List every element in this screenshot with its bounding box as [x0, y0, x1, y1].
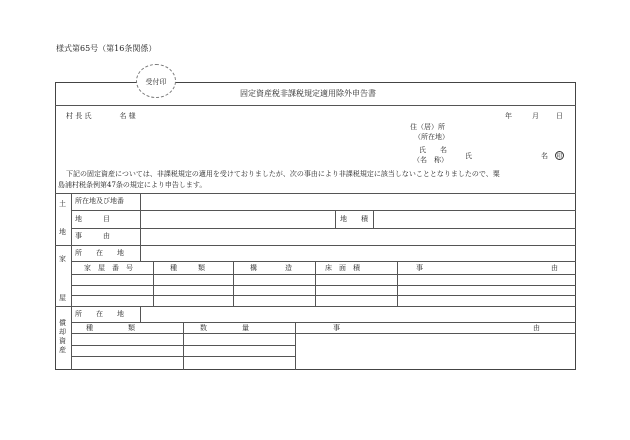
form-number: 様式第65号（第16条関係）: [56, 44, 157, 53]
land-bottom-line: [55, 245, 576, 246]
house-row-line-3: [71, 285, 576, 286]
land-area-left-line: [335, 210, 336, 228]
address-sublabel: （所在地）: [414, 133, 449, 141]
house-col-reason-end: 由: [551, 264, 558, 272]
name-suffix-shi: 氏: [465, 152, 472, 160]
addressee: 村 長 氏 名 様: [66, 112, 136, 120]
name-sublabel: （名 称）: [413, 156, 448, 164]
asset-col-quantity: 数 量: [200, 324, 249, 332]
land-reason-label: 事 由: [75, 232, 110, 240]
date-day: 日: [556, 112, 563, 120]
house-col-type: 種 類: [170, 264, 205, 272]
land-label-column-line: [140, 193, 141, 245]
asset-label-column-line: [140, 306, 141, 322]
house-row-line-2: [71, 274, 576, 275]
asset-row-line-1: [71, 322, 576, 323]
land-section-char-2: 地: [59, 228, 66, 236]
house-row-line-1: [71, 261, 576, 262]
house-col-line-2: [233, 261, 234, 306]
land-category-label: 地 目: [75, 215, 110, 223]
date-month: 月: [532, 112, 539, 120]
receipt-stamp-label: 受付印: [145, 78, 167, 86]
section-label-column-line: [71, 193, 72, 370]
asset-section-char-2: 却: [59, 328, 66, 336]
asset-section-char-3: 資: [59, 337, 66, 345]
land-row-line-1: [71, 210, 576, 211]
asset-col-line-1: [183, 322, 184, 370]
declaration-line1: 下記の固定資産については、非課税規定の適用を受けておりましたが、次の事由により非課税規定に該当しないこととなりましたので、粟: [66, 170, 500, 178]
land-area-right-line: [373, 210, 374, 228]
house-location-label: 所 在 地: [75, 249, 124, 257]
house-col-floor-area: 床 面 積: [325, 264, 360, 272]
house-col-structure: 構 造: [250, 264, 292, 272]
house-col-number: 家 屋 番 号: [84, 264, 133, 272]
land-location-label: 所在地及び地番: [75, 197, 124, 205]
asset-col-type: 種 類: [86, 324, 135, 332]
table-top-line: [55, 193, 576, 194]
address-label: 住（居）所: [410, 123, 445, 131]
receipt-stamp-circle: [136, 64, 176, 98]
declaration-line2: 島浦村税条例第47条の規定により申告します。: [58, 181, 207, 189]
house-label-column-line: [140, 245, 141, 261]
house-row-line-4: [71, 295, 576, 296]
land-row-line-2: [71, 228, 576, 229]
house-bottom-line: [55, 306, 576, 307]
asset-location-label: 所 在 地: [75, 310, 124, 318]
seal-mark: 印: [556, 153, 563, 160]
asset-col-reason-end: 由: [533, 324, 540, 332]
land-section-char-1: 土: [59, 200, 66, 208]
asset-section-char-1: 償: [59, 319, 66, 327]
asset-row-line-2: [71, 333, 576, 334]
house-col-line-4: [397, 261, 398, 306]
date-year: 年: [505, 112, 512, 120]
form-title: 固定資産税非課税規定適用除外申告書: [240, 89, 376, 98]
house-col-line-3: [315, 261, 316, 306]
house-section-char-2: 屋: [59, 294, 66, 302]
house-col-reason-start: 事: [416, 264, 423, 272]
land-area-label: 地 積: [340, 215, 368, 223]
house-section-char-1: 家: [59, 255, 66, 263]
house-col-line-1: [153, 261, 154, 306]
asset-col-reason-start: 事: [333, 324, 340, 332]
title-divider: [55, 105, 576, 106]
asset-col-line-2: [295, 322, 296, 370]
name-suffix-mei: 名: [541, 152, 548, 160]
name-label: 氏 名: [419, 146, 447, 154]
asset-section-char-4: 産: [59, 346, 66, 354]
